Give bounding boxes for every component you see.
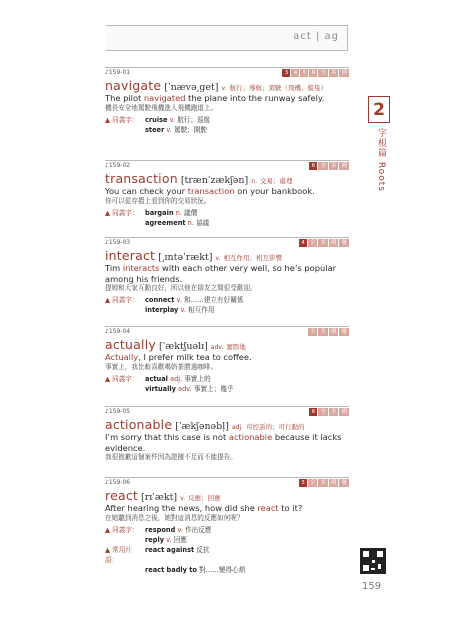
related-word-row [105, 384, 349, 394]
exam-badge: 國 [330, 480, 337, 486]
related-word: interplay [145, 306, 179, 314]
sentence-keyword: react [257, 503, 279, 513]
related-gloss: 議價 [184, 208, 198, 217]
relation-label: ▲ 同義字： [105, 115, 139, 124]
sentence-text: the plane into the runway safely. [185, 93, 325, 103]
exam-badge: 多 [320, 480, 326, 486]
related-pos: v. [166, 125, 172, 134]
related-word: steer [145, 125, 165, 134]
entry-divider [105, 237, 349, 248]
part-of-speech: v. [180, 495, 186, 502]
headword: actually [105, 337, 156, 352]
exam-badge: 全 [309, 240, 316, 246]
part-of-speech: n. [251, 178, 257, 185]
vocab-entry [105, 160, 349, 228]
related-gloss: 相互作用 [188, 306, 215, 314]
related-pos: v. [166, 535, 172, 544]
relation-label [105, 565, 145, 575]
exam-badge: 國 [341, 70, 347, 76]
vocab-entry [105, 67, 349, 135]
related-word-row [105, 535, 349, 545]
related-word-row [105, 305, 349, 315]
exam-badge: 雅 [341, 480, 347, 486]
sentence-keyword: Actually [105, 352, 139, 362]
page-number: 159 [362, 581, 382, 592]
part-of-speech: adj. [232, 424, 244, 431]
sentence-text: You can check your [105, 186, 188, 196]
exam-badge: 全 [309, 329, 316, 335]
sentence-text: After hearing the news, how did she [105, 503, 258, 513]
chinese-meaning: 可控訴的；可行動的 [246, 423, 305, 431]
chinese-meaning: 航行；導航；駕駛（飛機、船隻） [229, 84, 327, 92]
exam-badge: 雅 [341, 329, 347, 335]
exam-badges [309, 162, 349, 170]
example-sentence [105, 186, 349, 197]
track-number: ♪159-06 [105, 479, 131, 486]
headword-row [105, 417, 349, 432]
related-word: react badly to [145, 565, 197, 574]
related-word: virtually [145, 384, 176, 393]
exam-badge: 全 [320, 70, 326, 76]
relation-label: ▲ 常用片語： [105, 545, 132, 564]
related-gloss: 駕駛；開駛 [174, 125, 207, 134]
related-pos: v. [180, 306, 186, 314]
example-sentence [105, 352, 349, 363]
phonetic: [ˈnævə͵get] [164, 82, 219, 93]
exam-badge: 多 [330, 163, 337, 169]
relation-label [105, 384, 145, 394]
sentence-translation: 事實上，我比較喜歡喝奶茶勝過咖啡。 [105, 362, 218, 371]
exam-badge: 國 [330, 329, 337, 335]
entry-divider [105, 477, 349, 488]
sentence-translation: 我很抱歉這個案件因為證據不足而不能提告。 [105, 453, 237, 461]
chapter-label: 字根篇 Roots [376, 128, 386, 192]
page-header [106, 25, 348, 51]
phonetic: [ˈækʃənəbl̩] [175, 421, 230, 432]
exam-badge: 6 [309, 408, 317, 416]
vocab-entry [105, 326, 349, 394]
related-gloss: 航行；巡航 [177, 115, 211, 124]
headword-row [105, 171, 349, 186]
sentence-keyword: transaction [187, 186, 235, 196]
related-word: reply [145, 535, 165, 544]
exam-badge: 4 [299, 239, 307, 247]
exam-badges [299, 239, 349, 247]
relation-label: ▲ 同義字： [105, 525, 139, 534]
exam-badge: 3 [299, 479, 307, 487]
sentence-translation: 機長安全地駕駛飛機進入飛機跑道上。 [105, 103, 218, 112]
related-gloss: 事實上；幾乎 [193, 384, 234, 393]
related-word-row [105, 115, 349, 125]
section-label: act | ag [293, 31, 339, 42]
related-pos: n. [187, 218, 194, 227]
related-word-row [105, 374, 349, 384]
exam-badge: 多 [320, 329, 326, 335]
chapter-number-tab: 2 [368, 96, 390, 123]
chinese-meaning: 交易；處理 [259, 177, 293, 185]
exam-badges [308, 328, 349, 336]
headword: actionable [105, 417, 173, 432]
related-gloss: 反抗 [196, 545, 210, 554]
exam-badge: 6 [309, 69, 317, 77]
relation-label: ▲ 同義字： [105, 208, 139, 217]
related-word-row [105, 295, 349, 305]
related-pos: n. [175, 208, 182, 217]
exam-badge: 多 [330, 409, 337, 415]
related-pos: adj. [170, 374, 183, 383]
related-word: respond [145, 525, 176, 534]
part-of-speech: v. [221, 85, 227, 92]
related-word: agreement [145, 218, 186, 227]
example-sentence [105, 503, 349, 514]
sentence-text: because it lacks evidence. [105, 432, 342, 453]
chinese-meaning: 相互作用；相互影響 [223, 254, 282, 262]
sentence-text: The pilot [105, 93, 144, 103]
sentence-text: on your bankbook. [234, 186, 315, 196]
track-number: ♪159-04 [105, 328, 131, 335]
headword-row [105, 488, 349, 503]
headword: react [105, 488, 138, 503]
exam-badge: 多 [320, 240, 326, 246]
related-gloss: 回應 [173, 535, 187, 544]
exam-badge: 全 [320, 163, 326, 169]
exam-badges [309, 408, 349, 416]
vocab-entry [105, 406, 349, 464]
phonetic: [trænˈzækʃən] [180, 175, 249, 186]
sentence-text: to it? [278, 503, 303, 513]
relation-label [105, 218, 145, 228]
track-number: ♪159-03 [105, 239, 131, 246]
entry-divider [105, 160, 349, 171]
phonetic: [͵ɪntəˈrækt] [158, 252, 213, 263]
related-gloss: 和……建立有好關係 [184, 296, 244, 304]
sentence-text: with each other very well, so he’s popular among his friends. [105, 263, 337, 284]
related-pos: v. [177, 525, 183, 534]
headword-row [105, 78, 349, 93]
related-pos: v. [169, 115, 176, 124]
related-gloss: 作出反應 [185, 525, 212, 534]
headword-row [105, 337, 349, 352]
track-number: ♪159-01 [105, 69, 131, 76]
relation-label: ▲ 同義字： [105, 374, 139, 383]
related-word: cruise [145, 115, 168, 124]
relation-label [105, 125, 145, 135]
related-word-row [105, 525, 349, 535]
example-sentence [105, 263, 349, 284]
related-word-row [105, 125, 349, 135]
related-word-row [105, 218, 349, 228]
headword: navigate [105, 78, 162, 93]
sentence-keyword: interacts [122, 263, 160, 273]
vocab-entry [105, 237, 349, 315]
headword-row [105, 248, 349, 263]
exam-badge: 6 [309, 162, 317, 170]
sentence-keyword: navigated [143, 93, 186, 103]
exam-badge: 5 [300, 69, 308, 77]
related-gloss: 事實上的 [184, 374, 211, 383]
relation-label: ▲ 同義字： [105, 296, 139, 304]
example-sentence [105, 432, 349, 453]
exam-badge: 全 [309, 480, 316, 486]
related-word: react against [145, 545, 195, 554]
exam-badge: 雅 [341, 240, 347, 246]
headword: transaction [105, 171, 178, 186]
related-word: bargain [145, 208, 174, 217]
track-number: ♪159-05 [105, 408, 131, 415]
related-word: connect [145, 296, 175, 304]
related-gloss: 對……變得心煩 [199, 565, 246, 574]
vocab-entry [105, 477, 349, 575]
part-of-speech: adv. [210, 344, 224, 351]
exam-badges [299, 479, 349, 487]
related-gloss: 協議 [196, 218, 210, 227]
phonetic: [ˈæktʃuəlɪ] [158, 341, 208, 352]
phonetic: [rɪˈækt] [141, 492, 178, 503]
sentence-keyword: actionable [228, 432, 273, 442]
exam-badge: 國 [341, 409, 347, 415]
relation-label [105, 305, 145, 315]
qr-code-icon [360, 548, 386, 574]
sentence-translation: 你可以從存摺上看到你的交易狀況。 [105, 196, 211, 205]
exam-badge: 4 [291, 69, 299, 77]
relation-label [105, 535, 145, 545]
exam-badge: 3 [282, 69, 290, 77]
chinese-meaning: 實際地 [226, 343, 246, 351]
related-pos: adv. [178, 384, 192, 393]
exam-badges [282, 69, 349, 77]
example-sentence [105, 93, 349, 104]
sentence-text: Tim [105, 263, 123, 273]
chinese-meaning: 反應；回應 [188, 494, 221, 502]
entry-divider [105, 326, 349, 337]
exam-badge: 國 [341, 163, 347, 169]
entry-divider [105, 67, 349, 78]
entries-column [105, 67, 349, 585]
related-pos: v. [176, 296, 182, 304]
headword: interact [105, 248, 156, 263]
exam-badge: 全 [320, 409, 326, 415]
sentence-text: , I prefer milk tea to coffee. [138, 352, 252, 362]
sentence-translation: 在她聽到消息之後，她對這消息的反應如何呢？ [105, 513, 244, 522]
related-word: actual [145, 374, 168, 383]
part-of-speech: v. [215, 255, 221, 262]
sentence-translation: 提姆和大家互動良好，所以他在朋友之間很受歡迎。 [105, 284, 257, 292]
related-word-row [105, 208, 349, 218]
related-word-row [105, 545, 349, 565]
related-word-row [105, 565, 349, 575]
exam-badge: 多 [330, 70, 337, 76]
track-number: ♪159-02 [105, 162, 131, 169]
entry-divider [105, 406, 349, 417]
sentence-text: I’m sorry that this case is not [105, 432, 229, 442]
exam-badge: 國 [330, 240, 337, 246]
